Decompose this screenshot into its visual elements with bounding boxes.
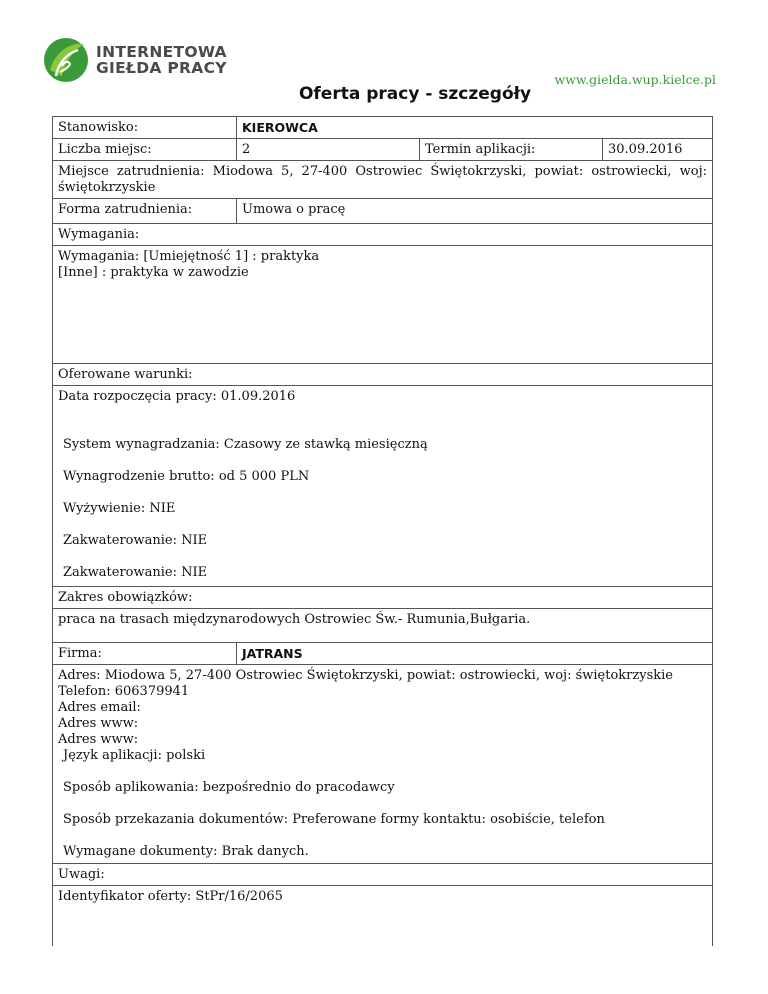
company-address: Adres: Miodowa 5, 27-400 Ostrowiec Świętokrzyski, powiat: ostrowiecki, woj: świętokrzyskie bbox=[58, 668, 673, 683]
pay-system: System wynagradzania: Czasowy ze stawką miesięczną bbox=[63, 437, 428, 452]
company-details bbox=[53, 665, 712, 863]
duties-label: Zakres obowiązków: bbox=[58, 590, 193, 605]
company-phone: Telefon: 606379941 bbox=[58, 684, 190, 699]
requirements-line: [Inne] : praktyka w zawodzie bbox=[58, 265, 249, 280]
workplace-row bbox=[53, 161, 712, 199]
duties-value: praca na trasach międzynarodowych Ostrowiec Św.- Rumunia,Bułgaria. bbox=[58, 612, 531, 627]
housing: Zakwaterowanie: NIE bbox=[63, 533, 208, 548]
deadline-label: Termin aplikacji: bbox=[419, 139, 602, 160]
site-url-link[interactable]: www.gielda.wup.kielce.pl bbox=[554, 72, 716, 87]
duties-row bbox=[53, 609, 712, 643]
company-www: Adres www: bbox=[58, 732, 139, 747]
logo-line2: GIEŁDA PRACY bbox=[96, 59, 227, 77]
requirements-content bbox=[53, 246, 712, 363]
employment-label: Forma zatrudnienia: bbox=[58, 202, 193, 217]
conditions-content bbox=[53, 386, 712, 586]
company-row bbox=[53, 643, 712, 665]
notes-label-row bbox=[53, 864, 712, 886]
logo-text bbox=[96, 44, 227, 76]
housing: Zakwaterowanie: NIE bbox=[63, 565, 208, 580]
company-label: Firma: bbox=[58, 646, 102, 661]
employment-row bbox=[53, 199, 712, 224]
places-value: 2 bbox=[236, 139, 419, 160]
company-value: JATRANS bbox=[236, 643, 712, 664]
duties-label-row bbox=[53, 587, 712, 609]
page-title: Oferta pracy - szczegóły bbox=[298, 84, 532, 104]
conditions-label: Oferowane warunki: bbox=[58, 367, 193, 382]
places-row bbox=[53, 139, 712, 161]
notes-label: Uwagi: bbox=[58, 867, 105, 882]
company-www: Adres www: bbox=[58, 716, 139, 731]
requirements-label: Wymagania: bbox=[58, 227, 140, 242]
position-value: KIEROWCA bbox=[236, 117, 712, 138]
conditions-row bbox=[53, 386, 712, 587]
apply-method: Sposób aplikowania: bezpośrednio do pracodawcy bbox=[63, 780, 395, 795]
places-label: Liczba miejsc: bbox=[58, 142, 152, 157]
start-date: Data rozpoczęcia pracy: 01.09.2016 bbox=[58, 389, 296, 404]
requirements-label-row bbox=[53, 224, 712, 246]
offer-id: Identyfikator oferty: StPr/16/2065 bbox=[58, 889, 283, 904]
company-details-row bbox=[53, 665, 712, 864]
offer-id-row bbox=[53, 886, 712, 907]
company-email: Adres email: bbox=[58, 700, 141, 715]
workplace-text: Miejsce zatrudnienia: Miodowa 5, 27-400 Ostrowiec Świętokrzyski, powiat: ostrowiecki, woj: świętokrzyskie bbox=[58, 164, 707, 195]
position-label: Stanowisko: bbox=[58, 120, 139, 135]
documents-method: Sposób przekazania dokumentów: Preferowane formy kontaktu: osobiście, telefon bbox=[63, 812, 605, 827]
documents-required: Wymagane dokumenty: Brak danych. bbox=[63, 844, 309, 859]
application-language: Język aplikacji: polski bbox=[63, 748, 206, 763]
requirements-row bbox=[53, 246, 712, 364]
conditions-label-row bbox=[53, 364, 712, 386]
deadline-value: 30.09.2016 bbox=[602, 139, 712, 160]
logo-line1: INTERNETOWA bbox=[96, 43, 227, 61]
requirements-line: Wymagania: [Umiejętność 1] : praktyka bbox=[58, 249, 320, 264]
meals: Wyżywienie: NIE bbox=[63, 501, 176, 516]
employment-value: Umowa o pracę bbox=[236, 199, 712, 223]
position-row bbox=[53, 117, 712, 139]
offer-form bbox=[52, 116, 713, 946]
salary: Wynagrodzenie brutto: od 5 000 PLN bbox=[63, 469, 310, 484]
